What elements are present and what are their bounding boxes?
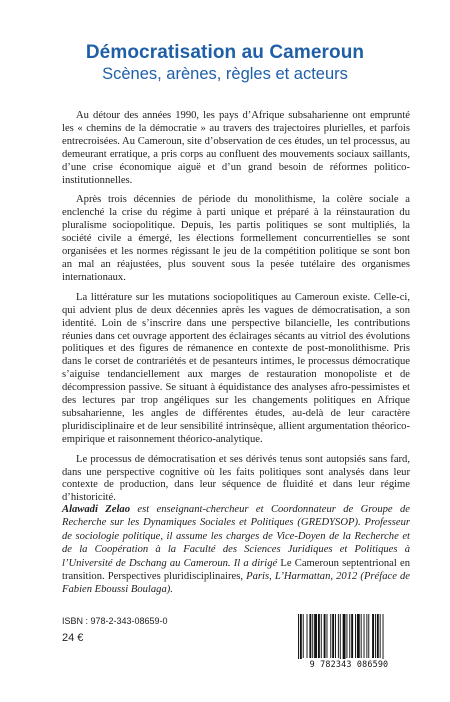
barcode-digits: 9 782343 086590 xyxy=(290,659,408,669)
barcode-bar xyxy=(318,614,320,658)
isbn: ISBN : 978-2-343-08659-0 xyxy=(62,616,168,626)
barcode-bar xyxy=(375,614,376,658)
barcode-bar xyxy=(357,614,360,658)
barcode-bar xyxy=(349,614,350,658)
book-title: Démocratisation au Cameroun xyxy=(85,42,365,63)
barcode-bar xyxy=(366,614,367,658)
barcode-bar xyxy=(364,614,365,658)
barcode-bars xyxy=(290,612,408,662)
barcode-bar xyxy=(338,614,339,658)
barcode-bar xyxy=(332,614,334,658)
barcode-bar xyxy=(307,614,308,658)
author-bio xyxy=(62,503,410,597)
author-book-title: Le Cameroun septentrional en transition. Perspectives pluridisciplinaires, xyxy=(62,557,410,583)
blurb-paragraph: Après trois décennies de période du monolithisme, la colère sociale a enclenché la crise du régime à parti unique et préparé à la réinstauration du pluralisme sociopolitique. Depuis, les partis politiques se sont multipliés, la société civile a émergé, les élections formellement concurrentielles se sont organisées et les normes régissant le jeu de la compétition politique se sont bon an mal an réajustées, plus souvent sous la pesée tutélaire des organismes internationaux. xyxy=(62,194,410,283)
barcode-bar xyxy=(380,614,381,658)
barcode-bar xyxy=(335,614,336,658)
barcode-bar xyxy=(324,614,326,658)
barcode-bar xyxy=(300,614,302,662)
blurb xyxy=(62,110,410,512)
blurb-paragraph: Le processus de démocratisation et ses dérivés tenus sont autopsiés sans fard, dans une perspective cognitive où les faits politiques sont analysés dans leur contexte de production, dans leur séquence de fluidité et dans leur régime d’historicité. xyxy=(62,453,410,504)
barcode-bar xyxy=(340,614,341,662)
author-bio-text: est enseignant-chercheur et Coordonnateur de Groupe de Recherche sur les Dynamiques Sociales et Politiques (GREDYSOP). Professeur de sociologie politique, il assume les charges de Vice-Doyen de la Recherche et de la Coopération à la Faculté des Sciences Juridiques et Politiques à l’Université de Dschang au Cameroun. Il a dirigé xyxy=(62,504,410,569)
barcode-bar xyxy=(346,614,347,658)
blurb-paragraph: Au détour des années 1990, les pays d’Afrique subsaharienne ont emprunté les « chemins de la démocratie » au travers des trajectoires plurielles, et parfois entrecroisées. Au Cameroun, site d’observation de ces études, un tel processus, au demeurant erratique, a pris corps au confluent des mouvements sociaux saillants, d’une crise économique aiguë et d’un grand besoin de réformes politico-institutionnelles. xyxy=(62,110,410,186)
author-name: Alawadi Zelao xyxy=(62,504,131,515)
barcode xyxy=(290,612,408,670)
barcode-bar xyxy=(343,614,346,662)
barcode-bar xyxy=(330,614,331,658)
barcode-bar xyxy=(355,614,356,658)
barcode-bar xyxy=(321,614,322,658)
barcode-bar xyxy=(351,614,353,658)
barcode-bar xyxy=(309,614,311,658)
barcode-bar xyxy=(314,614,317,658)
barcode-bar xyxy=(377,614,379,658)
price: 24 € xyxy=(62,632,84,644)
barcode-bar xyxy=(312,614,313,658)
blurb-paragraph: La littérature sur les mutations sociopolitiques au Cameroun existe. Celle-ci, qui advient plus de deux décennies après les vagues de démocratisation, a son identité. Loin de s’inscrire dans une perspective bilancielle, les contributions réunies dans cet ouvrage apportent des éclairages sécants au vitriol des évolutions politiques et des figures de rémanence en contexte de post-monolithisme. Pris dans le corset de contrariétés et de pesanteurs intimes, le processus démocratique s’aiguise tendanciellement aux marges de restauration monopoliste et de décompression passive. Se situant à équidistance des analyses afro-pessimistes et des lectures par trop angéliques sur les changements politiques en Afrique subsaharienne, les angles de différentes études, au-delà de leur caractère pluridisciplinaire et de leur sensibilité intrinsèque, allient argumentation théorico-empirique et raisonnement théorico-analytique. xyxy=(62,291,410,445)
barcode-bar xyxy=(383,614,384,662)
book-subtitle: Scènes, arènes, règles et acteurs xyxy=(102,65,348,83)
author-book-publisher: Paris, L’Harmattan, 2012 (Préface de Fabien Eboussi Boulaga). xyxy=(62,571,411,596)
barcode-bar xyxy=(327,614,328,658)
barcode-bar xyxy=(303,614,304,658)
barcode-bar xyxy=(372,614,374,658)
barcode-bar xyxy=(361,614,362,658)
barcode-bar xyxy=(368,614,369,658)
barcode-bar xyxy=(298,614,299,662)
